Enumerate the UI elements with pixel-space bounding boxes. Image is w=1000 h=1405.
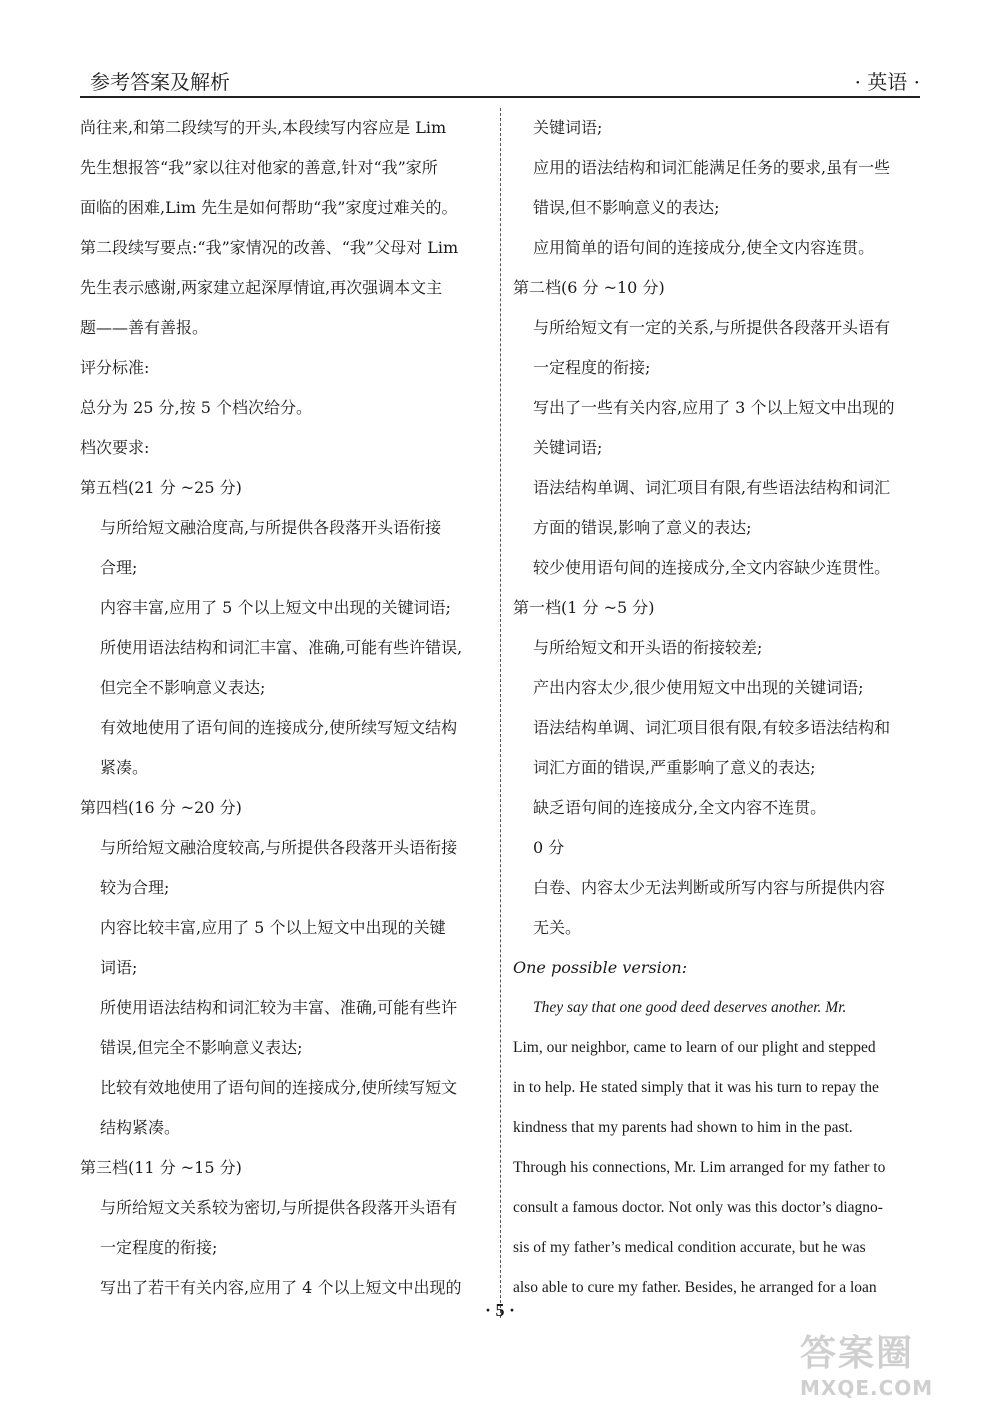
- text-line: 写出了一些有关内容,应用了 3 个以上短文中出现的: [533, 398, 895, 417]
- text-line: 写出了若干有关内容,应用了 4 个以上短文中出现的: [100, 1278, 462, 1297]
- text-line: 与所给短文融洽度较高,与所提供各段落开头语衔接: [100, 838, 458, 857]
- essay-line: in to help. He stated simply that it was his turn to repay the: [513, 1079, 879, 1096]
- text-line: 第二段续写要点:“我”家情况的改善、“我”父母对 Lim: [80, 238, 459, 257]
- column-divider: [500, 108, 501, 1318]
- text-line: 但完全不影响意义表达;: [100, 678, 266, 697]
- text-line: 所使用语法结构和词汇丰富、准确,可能有些许错误,: [100, 638, 463, 657]
- grade-heading: 第二档(6 分 ~10 分): [513, 278, 665, 297]
- text-line: 尚往来,和第二段续写的开头,本段续写内容应是 Lim: [80, 118, 447, 137]
- logo-text-bottom: MXQE.COM: [800, 1376, 934, 1400]
- text-line: 总分为 25 分,按 5 个档次给分。: [80, 398, 312, 417]
- grade-heading: 第三档(11 分 ~15 分): [80, 1158, 242, 1177]
- text-line: 语法结构单调、词汇项目有限,有些语法结构和词汇: [533, 478, 891, 497]
- essay-line: Lim, our neighbor, came to learn of our plight and stepped: [513, 1039, 876, 1056]
- header-subject: · 英语 ·: [854, 70, 920, 94]
- text-line: 题——善有善报。: [80, 318, 209, 337]
- text-line: 错误,但不影响意义的表达;: [533, 198, 720, 217]
- page-header: [80, 58, 920, 98]
- text-line: 内容比较丰富,应用了 5 个以上短文中出现的关键: [100, 918, 446, 937]
- grade-heading: 第四档(16 分 ~20 分): [80, 798, 242, 817]
- grade-heading: 第一档(1 分 ~5 分): [513, 598, 655, 617]
- text-line: 错误,但完全不影响意义表达;: [100, 1038, 303, 1057]
- essay-line: sis of my father’s medical condition accurate, but he was: [513, 1239, 866, 1256]
- text-line: 面临的困难,Lim 先生是如何帮助“我”家度过难关的。: [80, 198, 458, 217]
- site-logo: [800, 1325, 980, 1400]
- text-line: 方面的错误,影响了意义的表达;: [533, 518, 752, 537]
- logo-text-top: 答案圈: [800, 1333, 915, 1374]
- text-line: 紧凑。: [100, 758, 149, 777]
- text-line: 关键词语;: [533, 118, 603, 137]
- text-line: 缺乏语句间的连接成分,全文内容不连贯。: [533, 798, 827, 817]
- section-label: 档次要求:: [80, 438, 150, 457]
- essay-first-line: They say that one good deed deserves another. Mr.: [533, 999, 847, 1016]
- text-line: 合理;: [100, 558, 138, 577]
- section-label: 评分标准:: [80, 358, 150, 377]
- essay-line: Through his connections, Mr. Lim arranged for my father to: [513, 1159, 886, 1176]
- text-line: 内容丰富,应用了 5 个以上短文中出现的关键词语;: [100, 598, 451, 617]
- text-line: 词汇方面的错误,严重影响了意义的表达;: [533, 758, 816, 777]
- text-line: 与所给短文有一定的关系,与所提供各段落开头语有: [533, 318, 891, 337]
- text-line: 结构紧凑。: [100, 1118, 181, 1137]
- text-line: 与所给短文和开头语的衔接较差;: [533, 638, 763, 657]
- text-line: 较为合理;: [100, 878, 170, 897]
- text-line: 词语;: [100, 958, 138, 977]
- text-line: 比较有效地使用了语句间的连接成分,使所续写短文: [100, 1078, 458, 1097]
- essay-line: kindness that my parents had shown to him in the past.: [513, 1119, 853, 1136]
- page-number: · 5 ·: [484, 1300, 515, 1320]
- text-line: 一定程度的衔接;: [533, 358, 651, 377]
- essay-line: [513, 988, 925, 1028]
- text-line: 先生表示感谢,两家建立起深厚情谊,再次强调本文主: [80, 278, 443, 297]
- grade-heading: 第五档(21 分 ~25 分): [80, 478, 242, 497]
- header-rule: [80, 96, 920, 98]
- text-line: 先生想报答“我”家以往对他家的善意,针对“我”家所: [80, 158, 438, 177]
- text-line: 无关。: [533, 918, 582, 937]
- essay-line: consult a famous doctor. Not only was this doctor’s diagno-: [513, 1199, 883, 1216]
- text-line: 与所给短文融洽度高,与所提供各段落开头语衔接: [100, 518, 442, 537]
- text-line: 所使用语法结构和词汇较为丰富、准确,可能有些许: [100, 998, 458, 1017]
- left-column: [80, 108, 492, 1308]
- text-line: 白卷、内容太少无法判断或所写内容与所提供内容: [533, 878, 886, 897]
- text-line: 产出内容太少,很少使用短文中出现的关键词语;: [533, 678, 864, 697]
- grade-heading: 0 分: [533, 838, 565, 857]
- essay-line: also able to cure my father. Besides, he arranged for a loan: [513, 1279, 877, 1296]
- text-line: 一定程度的衔接;: [100, 1238, 218, 1257]
- text-line: 与所给短文关系较为密切,与所提供各段落开头语有: [100, 1198, 458, 1217]
- text-line: 较少使用语句间的连接成分,全文内容缺少连贯性。: [533, 558, 891, 577]
- text-line: 应用简单的语句间的连接成分,使全文内容连贯。: [533, 238, 875, 257]
- text-line: 语法结构单调、词汇项目很有限,有较多语法结构和: [533, 718, 891, 737]
- header-title: 参考答案及解析: [90, 70, 230, 94]
- version-label: One possible version:: [513, 958, 688, 977]
- text-line: 关键词语;: [533, 438, 603, 457]
- right-column: [513, 108, 925, 1308]
- text-line: 有效地使用了语句间的连接成分,使所续写短文结构: [100, 718, 458, 737]
- text-line: 应用的语法结构和词汇能满足任务的要求,虽有一些: [533, 158, 891, 177]
